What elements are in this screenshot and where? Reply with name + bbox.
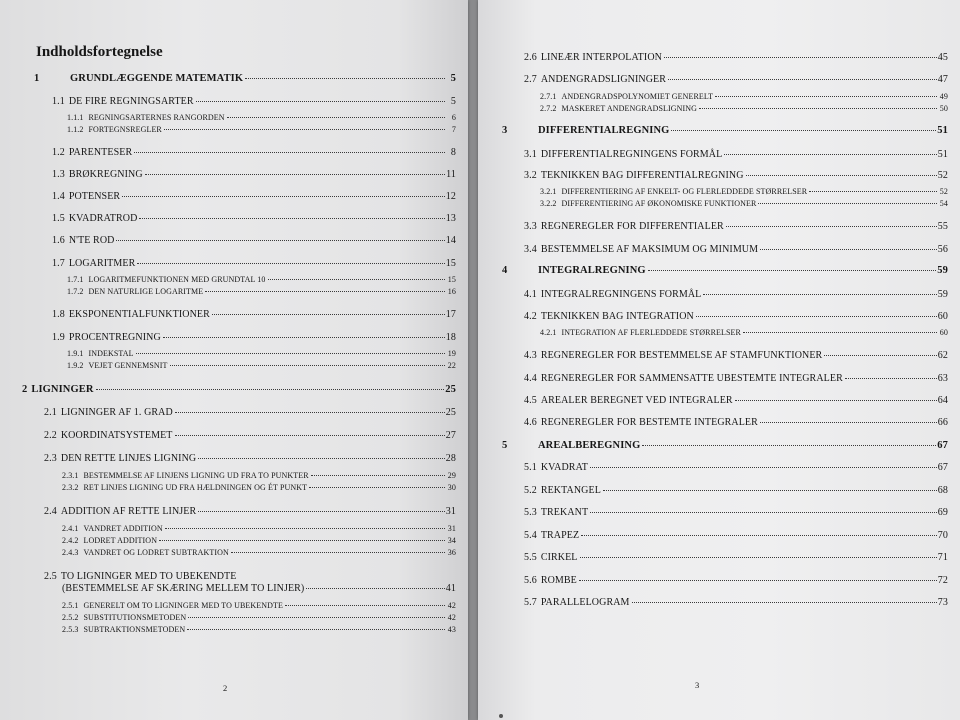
toc-entry-5-6[interactable]: [524, 575, 948, 586]
dot-leader: [743, 332, 937, 333]
entry-label: PROCENTREGNING: [68, 332, 161, 343]
toc-entry-1-1-1[interactable]: [67, 113, 456, 122]
entry-label: LIGNINGER AF 1. GRAD: [60, 407, 173, 418]
entry-label: KVADRATROD: [68, 213, 138, 224]
entry-label: KOORDINATSYSTEMET: [60, 430, 173, 441]
entry-number: 2.7.2: [540, 104, 557, 113]
toc-entry-2-4-3[interactable]: [62, 548, 456, 557]
entry-page: 30: [447, 483, 456, 492]
entry-page: 54: [939, 199, 948, 208]
entry-page: 41: [445, 583, 456, 594]
entry-page: 51: [937, 125, 948, 136]
entry-label: FORTEGNSREGLER: [88, 125, 162, 134]
entry-label: CIRKEL: [540, 552, 578, 563]
entry-number: 4.4: [524, 373, 537, 384]
entry-label: TO LIGNINGER MED TO UBEKENDTE: [60, 571, 237, 582]
entry-label: INTEGRATION AF FLERLEDDEDE STØRRELSER: [561, 328, 741, 337]
toc-entry-2-5-3[interactable]: [62, 625, 456, 634]
entry-page: 42: [447, 613, 456, 622]
entry-label: REGNEREGLER FOR DIFFERENTIALER: [540, 221, 724, 232]
entry-number: 2.1: [44, 407, 57, 418]
dot-leader: [590, 467, 937, 468]
toc-entry-4[interactable]: [502, 265, 948, 276]
entry-page: 5: [450, 96, 456, 107]
toc-entry-4-4[interactable]: [524, 373, 948, 384]
dot-leader: [137, 263, 444, 264]
entry-page: 59: [937, 289, 948, 300]
entry-page: 15: [447, 275, 456, 284]
dot-leader: [164, 129, 445, 130]
toc-entry-1-1-2[interactable]: [67, 125, 456, 134]
dot-leader: [198, 458, 445, 459]
entry-label: KVADRAT: [540, 462, 589, 473]
entry-number: 4: [502, 265, 508, 276]
entry-number: 2: [22, 384, 28, 395]
toc-entry-2-4-2[interactable]: [62, 536, 456, 545]
dot-leader: [231, 552, 445, 553]
toc-entry-2-7-1[interactable]: [540, 92, 948, 101]
entry-label: TREKANT: [540, 507, 589, 518]
entry-label: DIFFERENTIERING AF ENKELT- OG FLERLEDDEDE STØRRELSER: [561, 187, 808, 196]
dot-leader: [198, 511, 445, 512]
entry-page: 16: [447, 287, 456, 296]
dot-leader: [134, 152, 445, 153]
entry-number: 5.5: [524, 552, 537, 563]
dot-leader: [581, 535, 937, 536]
dot-leader: [227, 117, 445, 118]
entry-label: REGNEREGLER FOR BESTEMMELSE AF STAMFUNKTIONER: [540, 350, 823, 361]
dot-leader: [824, 355, 936, 356]
entry-label: LOGARITMER: [68, 258, 136, 269]
dot-leader: [671, 130, 936, 131]
entry-label: DEN NATURLIGE LOGARITME: [88, 287, 204, 296]
page-number: 3: [695, 680, 700, 690]
entry-page: 67: [937, 462, 948, 473]
entry-page: 43: [447, 625, 456, 634]
toc-entry-2-7-2[interactable]: [540, 104, 948, 113]
dot-leader: [145, 174, 445, 175]
dot-leader: [205, 291, 445, 292]
entry-number: 4.2.1: [540, 328, 557, 337]
entry-number: 2.2: [44, 430, 57, 441]
entry-page: 29: [447, 471, 456, 480]
entry-label: VANDRET ADDITION: [83, 524, 163, 533]
dot-leader: [760, 422, 937, 423]
entry-page: 36: [447, 548, 456, 557]
entry-page: 7: [451, 125, 456, 134]
entry-label-continued: (BESTEMMELSE AF SKÆRING MELLEM TO LINJER): [62, 583, 305, 594]
entry-page: 52: [939, 187, 948, 196]
entry-number: 1.5: [52, 213, 65, 224]
entry-number: 1.6: [52, 235, 65, 246]
entry-label: DIFFERENTIALREGNINGENS FORMÅL: [540, 149, 723, 160]
dot-leader: [165, 528, 445, 529]
dot-leader: [664, 57, 937, 58]
entry-label: PARALLELOGRAM: [540, 597, 630, 608]
toc-entry-5-4[interactable]: [524, 530, 948, 541]
entry-label: N'TE ROD: [68, 235, 115, 246]
entry-page: 22: [447, 361, 456, 370]
entry-page: 42: [447, 601, 456, 610]
dot-leader: [139, 218, 444, 219]
entry-label: TRAPEZ: [540, 530, 580, 541]
dot-leader: [746, 175, 937, 176]
page-number: 2: [223, 683, 228, 693]
toc-entry-5-2[interactable]: [524, 485, 948, 496]
entry-number: 1.3: [52, 169, 65, 180]
entry-number: 5.2: [524, 485, 537, 496]
entry-page: 49: [939, 92, 948, 101]
entry-label: MASKERET ANDENGRADSLIGNING: [561, 104, 698, 113]
entry-number: 2.4.3: [62, 548, 79, 557]
entry-page: 62: [937, 350, 948, 361]
toc-entry-1-7-2[interactable]: [67, 287, 456, 296]
paper-speck: [499, 714, 503, 718]
entry-number: 4.3: [524, 350, 537, 361]
entry-number: 1.1.2: [67, 125, 84, 134]
entry-page: 13: [445, 213, 456, 224]
entry-number: 5.4: [524, 530, 537, 541]
entry-label: REGNINGSARTERNES RANGORDEN: [88, 113, 225, 122]
entry-label: INDEKSTAL: [88, 349, 134, 358]
toc-entry-2-5-2[interactable]: [62, 613, 456, 622]
entry-number: 3.1: [524, 149, 537, 160]
dot-leader: [699, 108, 937, 109]
dot-leader: [648, 270, 937, 271]
dot-leader: [809, 191, 937, 192]
entry-page: 15: [445, 258, 456, 269]
entry-page: 6: [451, 113, 456, 122]
toc-entry-4-5[interactable]: [524, 395, 948, 406]
entry-label: RET LINJES LIGNING UD FRA HÆLDNINGEN OG ÉT PUNKT: [83, 483, 308, 492]
entry-page: 14: [445, 235, 456, 246]
entry-number: 2.5.3: [62, 625, 79, 634]
entry-label: REKTANGEL: [540, 485, 601, 496]
entry-number: 3: [502, 125, 508, 136]
entry-number: 1.9.1: [67, 349, 84, 358]
toc-entry-2-2[interactable]: [44, 430, 456, 441]
toc-entry-2[interactable]: [22, 384, 456, 395]
toc-entry-3-2-1[interactable]: [540, 187, 948, 196]
entry-page: 56: [937, 244, 948, 255]
entry-page: 17: [445, 309, 456, 320]
toc-entry-4-3[interactable]: [524, 350, 948, 361]
entry-number: 3.2.1: [540, 187, 557, 196]
entry-page: 66: [937, 417, 948, 428]
toc-entry-4-1[interactable]: [524, 289, 948, 300]
toc-entry-3-2[interactable]: [524, 170, 948, 181]
entry-label: DE FIRE REGNINGSARTER: [68, 96, 194, 107]
dot-leader: [726, 226, 937, 227]
toc-entry-1-2[interactable]: [52, 147, 456, 158]
toc-entry-5-3[interactable]: [524, 507, 948, 518]
entry-number: 4.2: [524, 311, 537, 322]
toc-entry-2-6[interactable]: [524, 52, 948, 63]
toc-entry-2-1[interactable]: [44, 407, 456, 418]
entry-number: 2.5: [44, 571, 57, 582]
entry-label: AREALER BEREGNET VED INTEGRALER: [540, 395, 733, 406]
entry-label: INTEGRALREGNINGENS FORMÅL: [540, 289, 702, 300]
entry-number: 5.1: [524, 462, 537, 473]
entry-page: 28: [445, 453, 456, 464]
dot-leader: [159, 540, 445, 541]
entry-number: 1.1: [52, 96, 65, 107]
entry-page: 67: [937, 440, 948, 451]
dot-leader: [845, 378, 937, 379]
toc-entry-5-1[interactable]: [524, 462, 948, 473]
entry-number: 1: [34, 73, 40, 84]
toc-entry-4-2[interactable]: [524, 311, 948, 322]
entry-label: EKSPONENTIALFUNKTIONER: [68, 309, 210, 320]
entry-number: 1.7.2: [67, 287, 84, 296]
entry-page: 31: [445, 506, 456, 517]
entry-page: 12: [445, 191, 456, 202]
entry-number: 2.5.1: [62, 601, 79, 610]
entry-page: 31: [447, 524, 456, 533]
entry-page: 25: [445, 384, 456, 395]
entry-number: 1.8: [52, 309, 65, 320]
entry-page: 64: [937, 395, 948, 406]
dot-leader: [696, 316, 937, 317]
entry-number: 2.7.1: [540, 92, 557, 101]
entry-label: INTEGRALREGNING: [538, 265, 646, 276]
dot-leader: [268, 279, 446, 280]
toc-entry-1-5[interactable]: [52, 213, 456, 224]
entry-number: 2.4.1: [62, 524, 79, 533]
entry-page: 60: [939, 328, 948, 337]
entry-page: 55: [937, 221, 948, 232]
entry-page: 47: [937, 74, 948, 85]
dot-leader: [668, 79, 937, 80]
entry-label: GENERELT OM TO LIGNINGER MED TO UBEKENDTE: [83, 601, 284, 610]
entry-page: 70: [937, 530, 948, 541]
entry-page: 34: [447, 536, 456, 545]
dot-leader: [175, 435, 445, 436]
entry-page: 52: [937, 170, 948, 181]
entry-number: 2.3.1: [62, 471, 79, 480]
toc-title: Indholdsfortegnelse: [36, 44, 163, 60]
dot-leader: [632, 602, 937, 603]
toc-entry-1-3[interactable]: [52, 169, 456, 180]
toc-entry-1-6[interactable]: [52, 235, 456, 246]
toc-entry-1-8[interactable]: [52, 309, 456, 320]
toc-entry-2-5[interactable]: [44, 571, 456, 583]
entry-number: 2.7: [524, 74, 537, 85]
dot-leader: [715, 96, 937, 97]
entry-page: 63: [937, 373, 948, 384]
entry-page: 8: [450, 147, 456, 158]
toc-entry-2-3-2[interactable]: [62, 483, 456, 492]
entry-label: AREALBEREGNING: [538, 440, 641, 451]
entry-number: 3.2: [524, 170, 537, 181]
toc-entry-1-9-1[interactable]: [67, 349, 456, 358]
toc-entry-4-6[interactable]: [524, 417, 948, 428]
entry-number: 5.7: [524, 597, 537, 608]
entry-page: 51: [937, 149, 948, 160]
entry-number: 3.2.2: [540, 199, 557, 208]
entry-number: 2.3.2: [62, 483, 79, 492]
dot-leader: [758, 203, 937, 204]
entry-page: 45: [937, 52, 948, 63]
toc-entry-5-5[interactable]: [524, 552, 948, 563]
entry-number: 1.7: [52, 258, 65, 269]
dot-leader: [724, 154, 936, 155]
entry-page: 27: [445, 430, 456, 441]
entry-label: TEKNIKKEN BAG INTEGRATION: [540, 311, 694, 322]
toc-entry-5[interactable]: [502, 440, 948, 451]
toc-entry-1[interactable]: [34, 73, 456, 84]
entry-label: GRUNDLÆGGENDE MATEMATIK: [70, 73, 244, 84]
dot-leader: [309, 487, 445, 488]
entry-label: BESTEMMELSE AF MAKSIMUM OG MINIMUM: [540, 244, 759, 255]
dot-leader: [603, 490, 937, 491]
entry-page: 60: [937, 311, 948, 322]
toc-entry-2-5-1[interactable]: [62, 601, 456, 610]
toc-entry-2-3[interactable]: [44, 453, 456, 464]
entry-label: SUBSTITUTIONSMETODEN: [83, 613, 187, 622]
dot-leader: [703, 294, 936, 295]
entry-label: ANDENGRADSLIGNINGER: [540, 74, 667, 85]
toc-entry-1-9[interactable]: [52, 332, 456, 343]
dot-leader: [136, 353, 445, 354]
entry-label: DIFFERENTIALREGNING: [538, 125, 670, 136]
dot-leader: [170, 365, 445, 366]
toc-entry-1-1[interactable]: [52, 96, 456, 107]
entry-number: 2.4.2: [62, 536, 79, 545]
dot-leader: [590, 512, 937, 513]
toc-entry-5-7[interactable]: [524, 597, 948, 608]
dot-leader: [187, 629, 445, 630]
toc-entry-2-7[interactable]: [524, 74, 948, 85]
dot-leader: [306, 588, 444, 589]
entry-number: 3.3: [524, 221, 537, 232]
dot-leader: [642, 445, 936, 446]
entry-number: 2.5.2: [62, 613, 79, 622]
entry-number: 1.9: [52, 332, 65, 343]
toc-entry-3-1[interactable]: [524, 149, 948, 160]
entry-label: POTENSER: [68, 191, 121, 202]
toc-entry-1-9-2[interactable]: [67, 361, 456, 370]
entry-number: 2.4: [44, 506, 57, 517]
entry-label: BRØKREGNING: [68, 169, 143, 180]
entry-page: 11: [446, 169, 456, 180]
toc-entry-2-5-cont[interactable]: [62, 583, 456, 595]
entry-label: DIFFERENTIERING AF ØKONOMISKE FUNKTIONER: [561, 199, 757, 208]
toc-entry-4-2-1[interactable]: [540, 328, 948, 337]
entry-label: REGNEREGLER FOR BESTEMTE INTEGRALER: [540, 417, 758, 428]
entry-label: LOGARITMEFUNKTIONEN MED GRUNDTAL 10: [88, 275, 266, 284]
entry-label: VANDRET OG LODRET SUBTRAKTION: [83, 548, 229, 557]
entry-label: ANDENGRADSPOLYNOMIET GENERELT: [561, 92, 714, 101]
entry-number: 4.1: [524, 289, 537, 300]
dot-leader: [163, 337, 445, 338]
toc-entry-1-7[interactable]: [52, 258, 456, 269]
toc-entry-2-4[interactable]: [44, 506, 456, 517]
dot-leader: [580, 557, 937, 558]
entry-label: LIGNINGER: [31, 384, 94, 395]
toc-entry-1-7-1[interactable]: [67, 275, 456, 284]
entry-page: 25: [445, 407, 456, 418]
entry-label: SUBTRAKTIONSMETODEN: [83, 625, 186, 634]
dot-leader: [116, 240, 444, 241]
dot-leader: [735, 400, 937, 401]
right-page: [478, 0, 960, 720]
entry-number: 5.6: [524, 575, 537, 586]
toc-entry-3-4[interactable]: [524, 244, 948, 255]
entry-page: 71: [937, 552, 948, 563]
entry-label: ADDITION AF RETTE LINJER: [60, 506, 197, 517]
dot-leader: [212, 314, 445, 315]
dot-leader: [175, 412, 445, 413]
entry-label: TEKNIKKEN BAG DIFFERENTIALREGNING: [540, 170, 744, 181]
entry-label: VEJET GENNEMSNIT: [88, 361, 168, 370]
entry-number: 1.2: [52, 147, 65, 158]
dot-leader: [196, 101, 445, 102]
dot-leader: [122, 196, 445, 197]
entry-number: 1.4: [52, 191, 65, 202]
entry-page: 69: [937, 507, 948, 518]
entry-page: 19: [447, 349, 456, 358]
entry-number: 1.1.1: [67, 113, 84, 122]
entry-label: PARENTESER: [68, 147, 133, 158]
entry-page: 68: [937, 485, 948, 496]
entry-number: 5.3: [524, 507, 537, 518]
entry-label: LINEÆR INTERPOLATION: [540, 52, 662, 63]
dot-leader: [188, 617, 445, 618]
entry-number: 1.9.2: [67, 361, 84, 370]
dot-leader: [245, 78, 445, 79]
toc-entry-2-4-1[interactable]: [62, 524, 456, 533]
toc-entry-2-3-1[interactable]: [62, 471, 456, 480]
dot-leader: [760, 249, 937, 250]
toc-entry-1-4[interactable]: [52, 191, 456, 202]
entry-number: 3.4: [524, 244, 537, 255]
entry-page: 5: [450, 73, 456, 84]
entry-page: 72: [937, 575, 948, 586]
entry-page: 73: [937, 597, 948, 608]
entry-page: 59: [937, 265, 948, 276]
toc-entry-3-2-2[interactable]: [540, 199, 948, 208]
entry-page: 50: [939, 104, 948, 113]
entry-label: LODRET ADDITION: [83, 536, 158, 545]
entry-number: 4.5: [524, 395, 537, 406]
entry-number: 2.3: [44, 453, 57, 464]
left-page: [0, 0, 468, 720]
toc-entry-3[interactable]: [502, 125, 948, 136]
entry-number: 5: [502, 440, 508, 451]
entry-number: 1.7.1: [67, 275, 84, 284]
dot-leader: [311, 475, 445, 476]
dot-leader: [579, 580, 937, 581]
entry-label: ROMBE: [540, 575, 577, 586]
entry-page: 18: [445, 332, 456, 343]
entry-label: BESTEMMELSE AF LINJENS LIGNING UD FRA TO PUNKTER: [83, 471, 309, 480]
dot-leader: [96, 389, 445, 390]
dot-leader: [285, 605, 445, 606]
entry-number: 4.6: [524, 417, 537, 428]
entry-label: REGNEREGLER FOR SAMMENSATTE UBESTEMTE INTEGRALER: [540, 373, 843, 384]
entry-label: DEN RETTE LINJES LIGNING: [60, 453, 197, 464]
toc-entry-3-3[interactable]: [524, 221, 948, 232]
entry-number: 2.6: [524, 52, 537, 63]
